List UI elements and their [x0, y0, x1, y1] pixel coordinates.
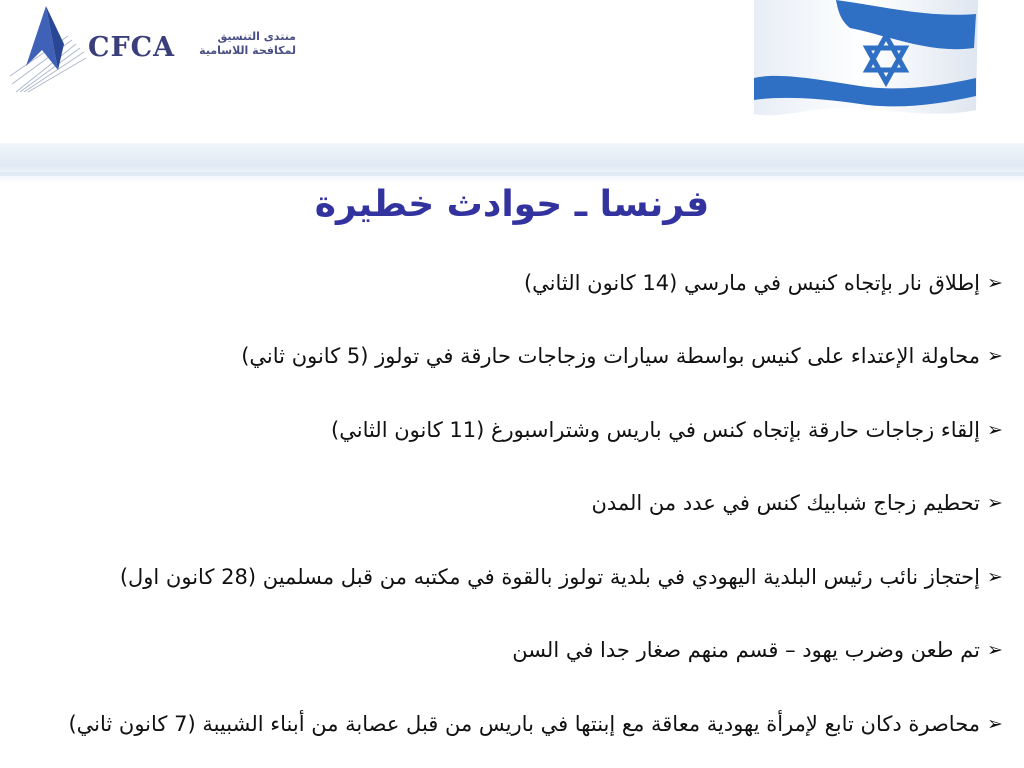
- arrow-bullet-icon: ➢: [987, 639, 1003, 662]
- bullet-text: إلقاء زجاجات حارقة بإتجاه كنس في باريس وشتراسبورغ (11 كانون الثاني): [331, 417, 980, 442]
- bullet-text: تم طعن وضرب يهود – قسم منهم صغار جدا في السن: [512, 638, 980, 663]
- bullet-text: إطلاق نار بإتجاه كنيس في مارسي (14 كانون الثاني): [523, 270, 980, 295]
- logo-emblem-icon: [6, 4, 88, 96]
- bullet-list: [6, 246, 1010, 761]
- arrow-bullet-icon: ➢: [987, 712, 1003, 735]
- arrow-bullet-icon: ➢: [987, 492, 1003, 515]
- israel-flag-image: [750, 0, 978, 118]
- header-divider: [0, 172, 1024, 176]
- bullet-item: [6, 614, 1010, 688]
- logo-subtitle-line1: منتدى التنسيق: [217, 30, 296, 43]
- cfca-logo: [6, 4, 296, 96]
- logo-subtitle: [186, 30, 296, 58]
- bullet-item: [6, 393, 1010, 467]
- logo-acronym: CFCA: [88, 32, 176, 63]
- arrow-bullet-icon: ➢: [987, 418, 1003, 441]
- bullet-text: إحتجاز نائب رئيس البلدية اليهودي في بلدية تولوز بالقوة في مكتبه من قبل مسلمين (28 كانون اول): [119, 564, 980, 589]
- arrow-bullet-icon: ➢: [987, 271, 1003, 294]
- bullet-text: محاصرة دكان تابع لإمرأة يهودية معاقة مع إبنتها في باريس من قبل عصابة من أبناء الشبيبة (7 كانون ثاني): [68, 711, 980, 736]
- arrow-bullet-icon: ➢: [987, 345, 1003, 368]
- bullet-item: [6, 320, 1010, 394]
- bullet-item: [6, 687, 1010, 761]
- logo-subtitle-line2: لمكافحة اللاسامية: [199, 44, 296, 57]
- bullet-item: [6, 540, 1010, 614]
- header-band: [0, 143, 1024, 183]
- bullet-item: [6, 246, 1010, 320]
- bullet-text: تحطيم زجاج شبابيك كنس في عدد من المدن: [591, 491, 980, 516]
- arrow-bullet-icon: ➢: [987, 565, 1003, 588]
- slide-title: فرنسا ـ حوادث خطيرة: [314, 184, 710, 225]
- flag-icon: [750, 0, 978, 118]
- bullet-item: [6, 467, 1010, 541]
- bullet-text: محاولة الإعتداء على كنيس بواسطة سيارات وزجاجات حارقة في تولوز (5 كانون ثاني): [241, 344, 980, 369]
